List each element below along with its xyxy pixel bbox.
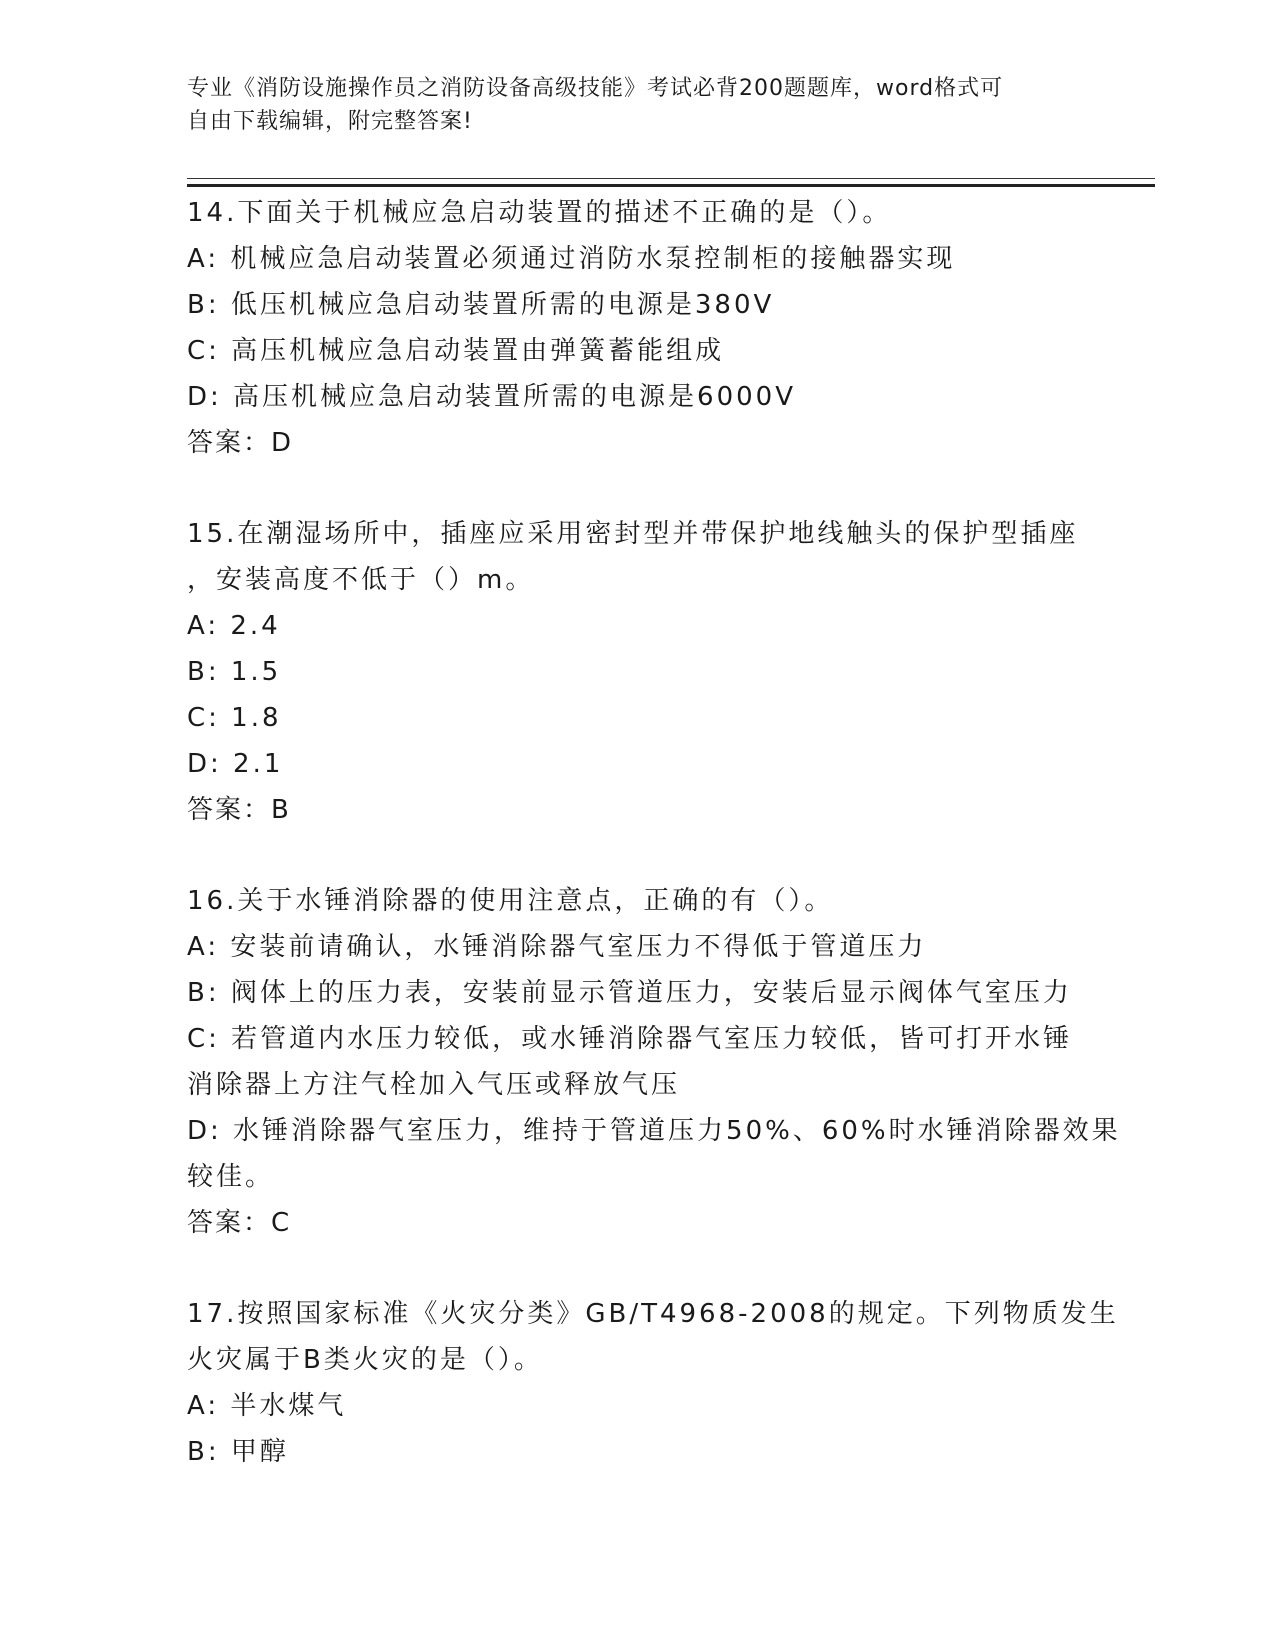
header-rule-thin bbox=[187, 178, 1155, 179]
question-text-continued: 火灾属于B类火灾的是（）。 bbox=[187, 1345, 543, 1375]
option-a: A: 安装前请确认，水锤消除器气室压力不得低于管道压力 bbox=[187, 932, 927, 962]
option-d: D: 2.1 bbox=[187, 749, 284, 779]
option-c: C: 若管道内水压力较低，或水锤消除器气室压力较低，皆可打开水锤 bbox=[187, 1024, 1073, 1054]
question-block bbox=[187, 1291, 1119, 1475]
question-spacer bbox=[187, 833, 1087, 878]
question-block bbox=[187, 190, 1087, 466]
question-text: 14.下面关于机械应急启动装置的描述不正确的是（）。 bbox=[187, 198, 892, 228]
question-block bbox=[187, 511, 1087, 833]
question-spacer bbox=[187, 1246, 1087, 1291]
question-text: 17.按照国家标准《火灾分类》GB/T4968-2008的规定。下列物质发生 bbox=[187, 1299, 1119, 1329]
option-c-continued: 消除器上方注气栓加入气压或释放气压 bbox=[187, 1070, 681, 1100]
option-b: B: 1.5 bbox=[187, 657, 282, 687]
option-a: A: 半水煤气 bbox=[187, 1391, 347, 1421]
question-text-continued: ，安装高度不低于（）m。 bbox=[187, 565, 535, 595]
option-a: A: 机械应急启动装置必须通过消防水泵控制柜的接触器实现 bbox=[187, 244, 956, 274]
question-spacer bbox=[187, 466, 1087, 511]
option-c: C: 高压机械应急启动装置由弹簧蓄能组成 bbox=[187, 336, 725, 366]
answer: 答案：B bbox=[187, 795, 291, 825]
question-text: 16.关于水锤消除器的使用注意点，正确的有（）。 bbox=[187, 886, 834, 916]
header-line-2: 自由下载编辑，附完整答案! bbox=[187, 109, 473, 134]
option-d-continued: 较佳。 bbox=[187, 1162, 275, 1192]
answer: 答案：D bbox=[187, 428, 294, 458]
option-b: B: 低压机械应急启动装置所需的电源是380V bbox=[187, 290, 775, 320]
option-a: A: 2.4 bbox=[187, 611, 281, 641]
option-b: B: 甲醇 bbox=[187, 1437, 289, 1467]
option-c: C: 1.8 bbox=[187, 703, 282, 733]
header-rule-thick bbox=[187, 184, 1155, 187]
answer: 答案：C bbox=[187, 1208, 292, 1238]
document-header bbox=[187, 72, 1077, 138]
option-d: D: 高压机械应急启动装置所需的电源是6000V bbox=[187, 382, 796, 412]
option-b: B: 阀体上的压力表，安装前显示管道压力，安装后显示阀体气室压力 bbox=[187, 978, 1072, 1008]
question-block bbox=[187, 878, 1121, 1246]
header-line-1: 专业《消防设施操作员之消防设备高级技能》考试必背200题题库，word格式可 bbox=[187, 76, 1004, 101]
option-d: D: 水锤消除器气室压力，维持于管道压力50%、60%时水锤消除器效果 bbox=[187, 1116, 1121, 1146]
question-list bbox=[187, 190, 1121, 1475]
question-text: 15.在潮湿场所中，插座应采用密封型并带保护地线触头的保护型插座 bbox=[187, 519, 1079, 549]
